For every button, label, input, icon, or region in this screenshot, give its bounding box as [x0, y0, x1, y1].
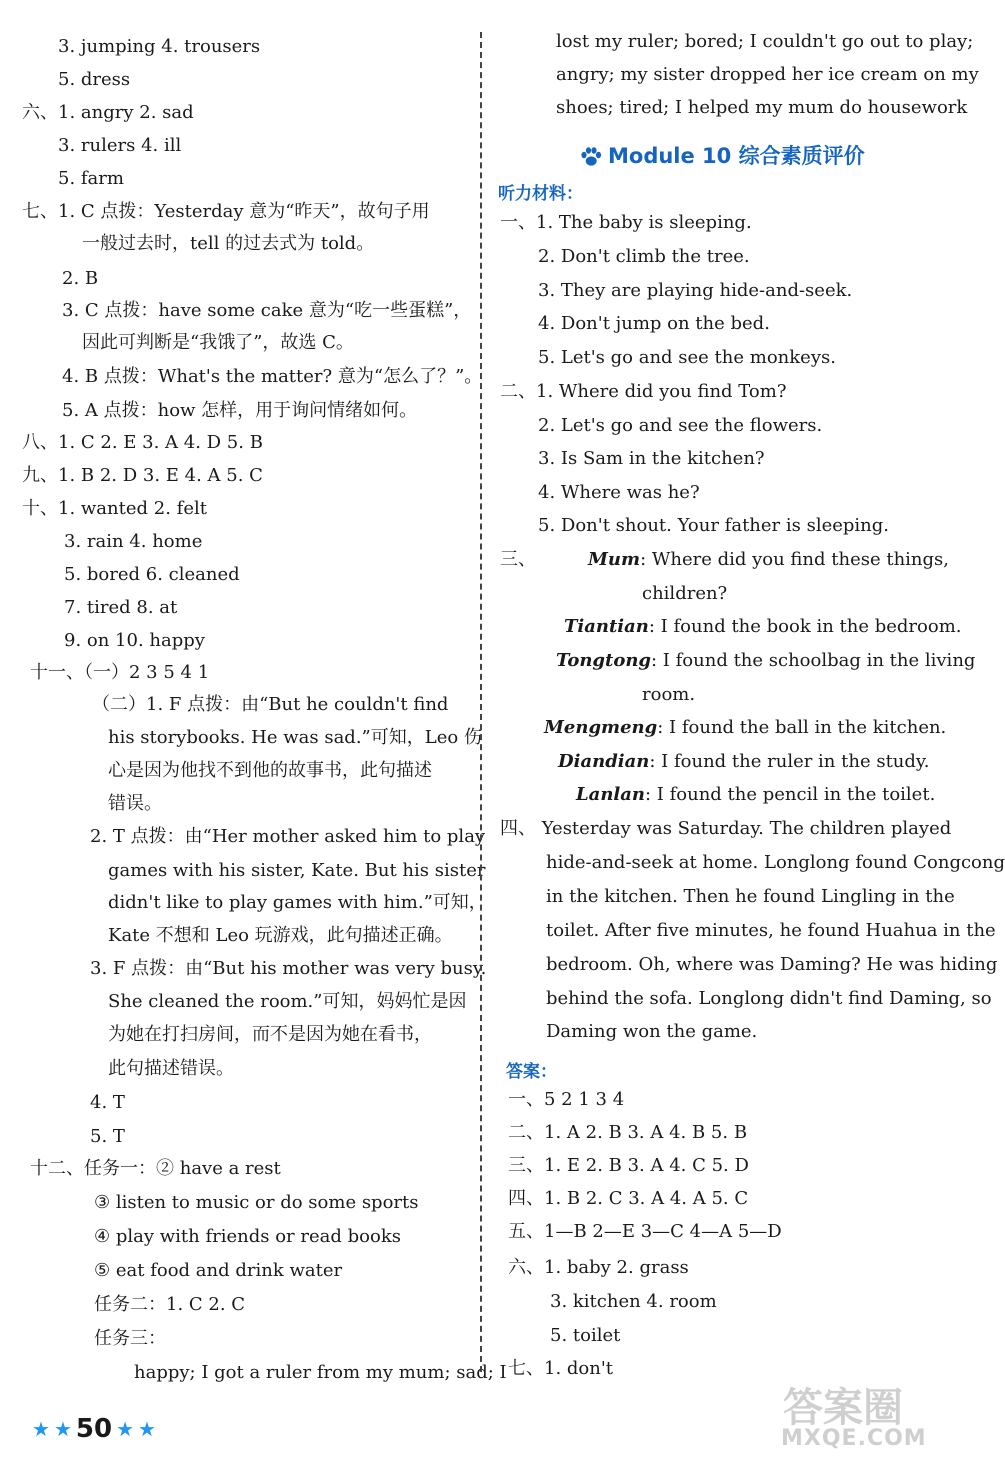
answer-line: shoes; tired; I helped my mum do housework	[556, 97, 968, 118]
answer-line: 为她在打扫房间，而不是因为她在看书，	[108, 1024, 432, 1045]
star-icon: ★	[32, 1417, 50, 1441]
dialogue-line	[576, 784, 935, 806]
answer-line: 九、1. B 2. D 3. E 4. A 5. C	[22, 465, 263, 486]
answer-line: 5. T	[90, 1126, 125, 1147]
answer-line: 3. rain 4. home	[64, 531, 203, 552]
answer-line: 五、1—B 2—E 3—C 4—A 5—D	[508, 1221, 782, 1242]
dialogue-text: : I found the schoolbag in the living	[651, 650, 976, 671]
dialogue-line	[642, 583, 727, 605]
star-icon: ★	[138, 1417, 156, 1441]
listening-line: 3. They are playing hide-and-seek.	[538, 280, 853, 301]
dialogue-text: : I found the ball in the kitchen.	[657, 717, 947, 738]
answer-line: 2. B	[62, 268, 99, 289]
answer-line: 3. jumping 4. trousers	[58, 36, 261, 57]
star-icon: ★	[53, 1417, 72, 1441]
answer-line: 3. kitchen 4. room	[550, 1291, 717, 1312]
passage-line: bedroom. Oh, where was Daming? He was hiding	[546, 954, 998, 975]
dialogue-line	[564, 616, 962, 638]
listening-line: 5. Don't shout. Your father is sleeping.	[538, 515, 889, 536]
answer-line: 4. T	[90, 1092, 125, 1113]
answer-line: 3. F 点拨：由“But his mother was very busy.	[90, 958, 487, 979]
dialogue-line	[556, 650, 975, 672]
answer-line: angry; my sister dropped her ice cream on my	[556, 64, 979, 85]
answer-line: 7. tired 8. at	[64, 597, 178, 618]
answer-line: 十二、任务一：② have a rest	[30, 1158, 281, 1179]
answer-line: lost my ruler; bored; I couldn't go out to play;	[556, 31, 974, 52]
speaker-name: Tongtong	[556, 650, 652, 671]
speaker-name: Mengmeng	[544, 717, 658, 738]
answer-line: 此句描述错误。	[108, 1058, 234, 1079]
answer-line: 因此可判断是“我饿了”，故选 C。	[82, 332, 354, 353]
star-icon: ★	[116, 1417, 134, 1441]
answer-line: 错误。	[108, 793, 162, 814]
answer-line: ⑤ eat food and drink water	[94, 1260, 343, 1281]
answer-line: didn't like to play games with him.”可知，	[108, 892, 487, 913]
answer-line: 5. dress	[58, 69, 131, 90]
listening-line: 2. Let's go and see the flowers.	[538, 415, 823, 436]
answer-line: happy; I got a ruler from my mum; sad; I	[134, 1362, 507, 1383]
answer-line: （二）1. F 点拨：由“But he couldn't find	[92, 694, 449, 715]
answer-line: 六、1. angry 2. sad	[22, 102, 194, 123]
answer-line: 2. T 点拨：由“Her mother asked him to play	[90, 826, 486, 847]
listening-line: 二、1. Where did you find Tom?	[500, 381, 787, 402]
answer-line: 5. A 点拨：how 怎样，用于询问情绪如何。	[62, 400, 418, 421]
passage-line: Daming won the game.	[546, 1021, 758, 1042]
answer-line: 5. bored 6. cleaned	[64, 564, 240, 585]
listening-line: 4. Where was he?	[538, 482, 700, 503]
answer-line: 一般过去时，tell 的过去式为 told。	[82, 233, 375, 254]
page-number-text: 50	[75, 1414, 113, 1444]
listening-line: 2. Don't climb the tree.	[538, 246, 750, 267]
dialogue-line	[642, 684, 695, 706]
answers-label: 答案：	[506, 1062, 557, 1082]
answer-line: 六、1. baby 2. grass	[508, 1257, 689, 1278]
passage-line: 四、 Yesterday was Saturday. The children played	[500, 818, 952, 839]
listening-line: 4. Don't jump on the bed.	[538, 313, 770, 334]
answer-line: his storybooks. He was sad.”可知，Leo 伤	[108, 727, 482, 748]
dialogue-text: : Where did you find these things,	[640, 549, 950, 570]
answer-line: 3. rulers 4. ill	[58, 135, 182, 156]
listening-line: 3. Is Sam in the kitchen?	[538, 448, 765, 469]
answer-line: 十一、（一）2 3 5 4 1	[30, 662, 210, 683]
answer-line: games with his sister, Kate. But his sister	[108, 860, 486, 881]
passage-line: toilet. After five minutes, he found Huahua in the	[546, 920, 996, 941]
answer-line: 5. toilet	[550, 1325, 621, 1346]
section-title-text: Module 10 综合素质评价	[608, 144, 865, 168]
page-number	[30, 1412, 158, 1446]
watermark-logo	[773, 1376, 943, 1456]
answer-line: 一、5 2 1 3 4	[508, 1089, 625, 1110]
dialogue-text: : I found the book in the bedroom.	[648, 616, 962, 637]
listening-line: 一、1. The baby is sleeping.	[500, 212, 752, 233]
speaker-name: Diandian	[558, 751, 650, 772]
answer-line: 3. C 点拨：have some cake 意为“吃一些蛋糕”，	[62, 300, 472, 321]
listening-line: 5. Let's go and see the monkeys.	[538, 347, 836, 368]
passage-line: in the kitchen. Then he found Lingling in the	[546, 886, 955, 907]
passage-line: hide-and-seek at home. Longlong found Congcong	[546, 852, 1005, 873]
answer-line: ④ play with friends or read books	[94, 1226, 401, 1247]
dialogue-line	[588, 549, 949, 571]
answer-line: 八、1. C 2. E 3. A 4. D 5. B	[22, 432, 263, 453]
answer-line: 心是因为他找不到他的故事书，此句描述	[108, 760, 432, 781]
answer-line: 任务三：	[94, 1328, 166, 1349]
dialogue-line	[544, 717, 946, 739]
watermark-url: MXQE.COM	[781, 1426, 927, 1451]
listening-label: 听力材料：	[498, 184, 583, 204]
speaker-name: Lanlan	[576, 784, 645, 805]
answer-line: 三、1. E 2. B 3. A 4. C 5. D	[508, 1155, 749, 1176]
dialogue-text: : I found the ruler in the study.	[649, 751, 930, 772]
speaker-name: Tiantian	[564, 616, 649, 637]
dialogue-text: children?	[642, 583, 728, 604]
answer-line: 任务二：1. C 2. C	[94, 1294, 246, 1315]
answer-line: 9. on 10. happy	[64, 630, 205, 651]
speaker-name: Mum	[588, 549, 641, 570]
answer-line: 4. B 点拨：What's the matter? 意为“怎么了？”。	[62, 366, 483, 387]
paw-icon	[580, 147, 602, 167]
dialogue-text: : I found the pencil in the toilet.	[645, 784, 936, 805]
answer-line: She cleaned the room.”可知，妈妈忙是因	[108, 991, 467, 1012]
answer-line: Kate 不想和 Leo 玩游戏，此句描述正确。	[108, 925, 453, 946]
answer-line: ③ listen to music or do some sports	[94, 1192, 419, 1213]
dialogue-line	[558, 751, 929, 773]
answer-line: 5. farm	[58, 168, 124, 189]
answer-line: 七、1. C 点拨：Yesterday 意为“昨天”，故句子用	[22, 201, 430, 222]
answer-line: 二、1. A 2. B 3. A 4. B 5. B	[508, 1122, 748, 1143]
section-title	[580, 140, 865, 170]
answer-line: 十、1. wanted 2. felt	[22, 498, 207, 519]
dialogue-section-number: 三、	[500, 549, 536, 570]
passage-line: behind the sofa. Longlong didn't find Daming, so	[546, 988, 992, 1009]
answer-line: 七、1. don't	[508, 1358, 614, 1379]
answer-line: 四、1. B 2. C 3. A 4. A 5. C	[508, 1188, 749, 1209]
watermark-text: 答案圈	[783, 1385, 903, 1431]
dialogue-text: room.	[642, 684, 696, 705]
